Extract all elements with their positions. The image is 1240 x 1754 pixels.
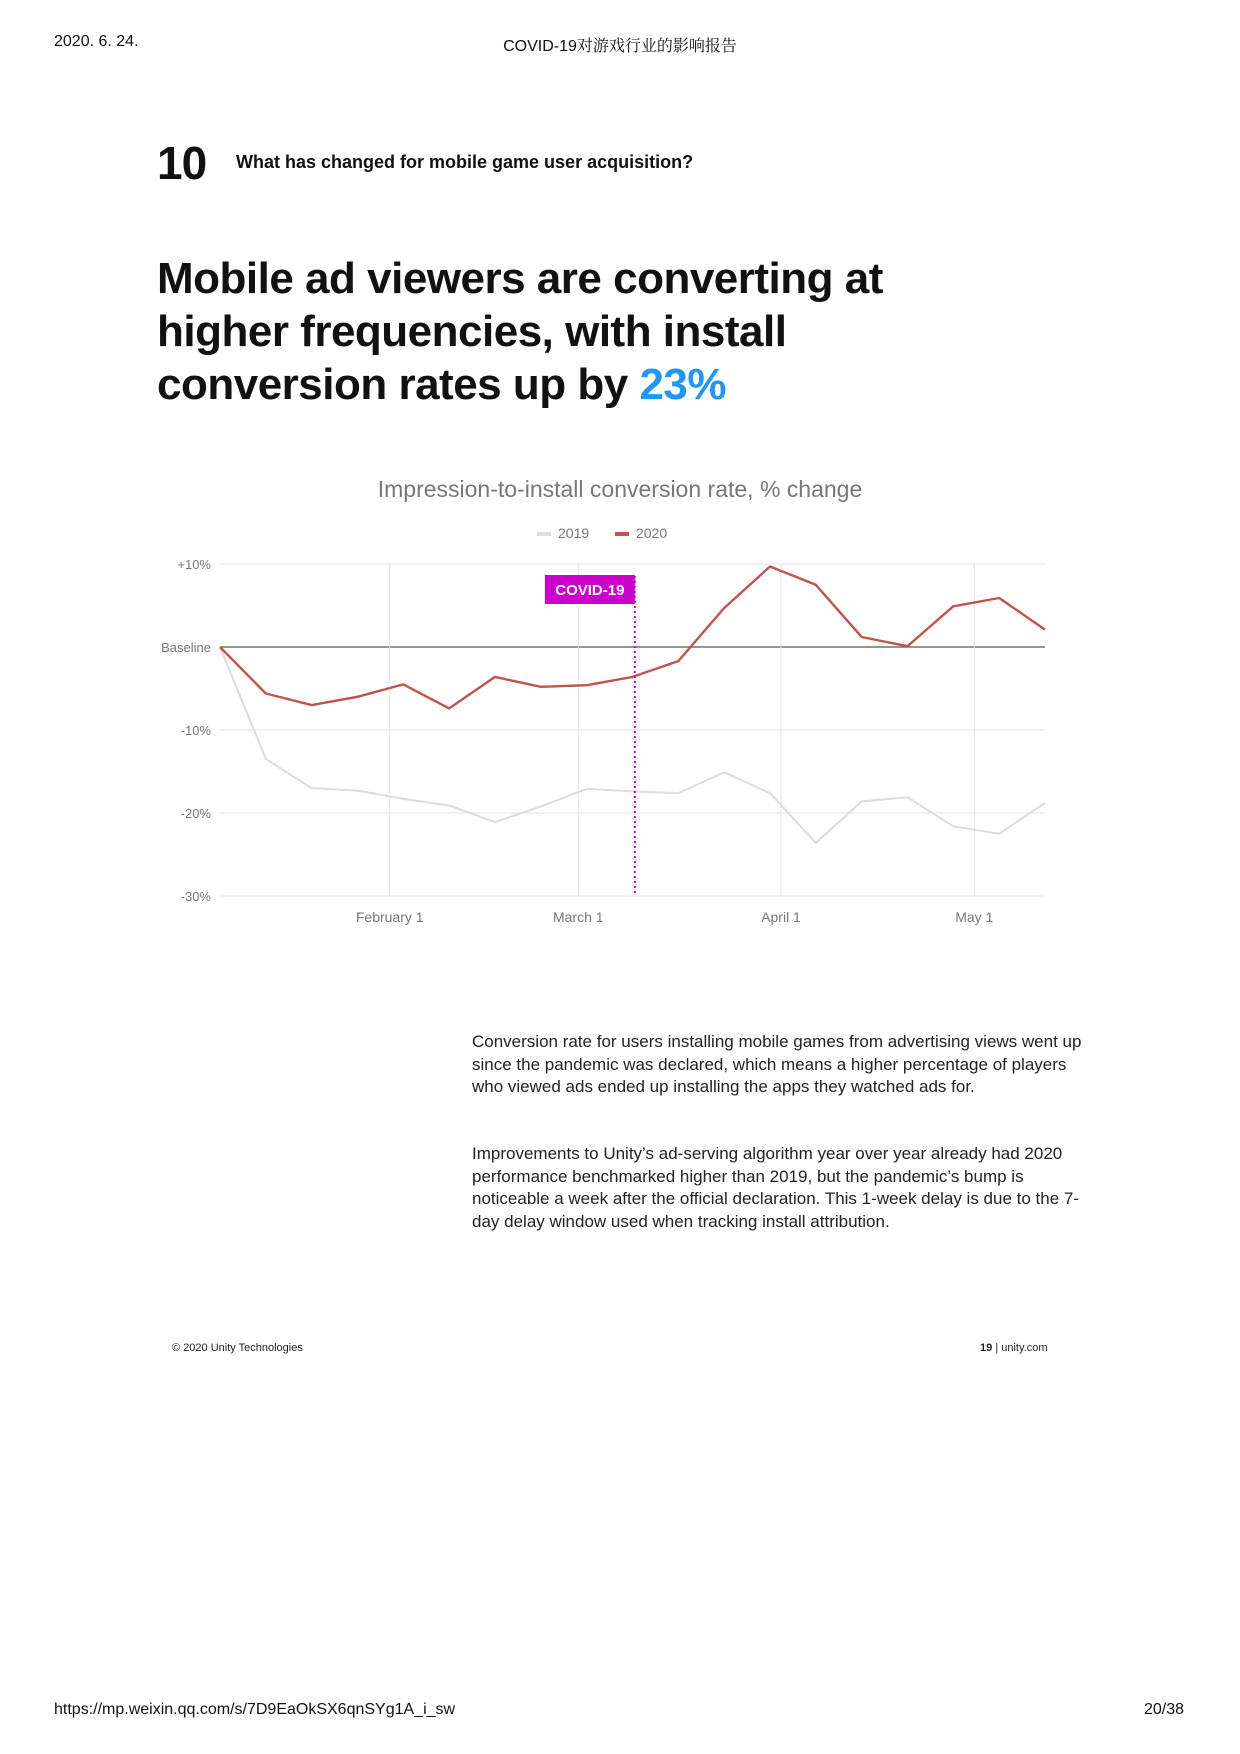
chart-annotation xyxy=(545,575,635,896)
footer-page-info xyxy=(980,1342,1047,1354)
footer-copyright: © 2020 Unity Technologies xyxy=(172,1342,303,1354)
x-tick-label: February 1 xyxy=(355,909,424,925)
headline-highlight: 23% xyxy=(639,360,727,409)
chart-axis-labels xyxy=(161,557,993,925)
print-date: 2020. 6. 24. xyxy=(54,33,139,50)
y-tick-label: Baseline xyxy=(161,640,211,655)
document-title: COVID-19对游戏行业的影响报告 xyxy=(503,38,737,55)
footer-site: | unity.com xyxy=(995,1342,1048,1354)
chart-series xyxy=(220,567,1045,843)
chart-title: Impression-to-install conversion rate, % change xyxy=(377,476,863,502)
x-tick-label: May 1 xyxy=(955,909,994,925)
chart-grid xyxy=(220,564,1045,896)
y-tick-label: -20% xyxy=(180,806,211,821)
y-tick-label: +10% xyxy=(177,557,211,572)
body-paragraph-1: Conversion rate for users installing mobile games from advertising views went up since the pandemic was declared, which means a higher percentage of players who viewed ads ended up installing the apps they watched ads for. xyxy=(472,1032,1082,1096)
legend-label-2019: 2019 xyxy=(558,525,590,541)
page-indicator: 20/38 xyxy=(1144,1701,1185,1718)
page-url[interactable]: https://mp.weixin.qq.com/s/7D9EaOkSX6qnSYg1A_i_sw xyxy=(54,1701,456,1718)
legend-swatch-2020 xyxy=(615,532,629,536)
legend-swatch-2019 xyxy=(537,532,551,536)
covid-label: COVID-19 xyxy=(555,582,625,599)
headline xyxy=(157,252,977,411)
headline-main: Mobile ad viewers are converting at higher frequencies, with install conversion rates up by xyxy=(157,254,883,409)
section-question: What has changed for mobile game user acquisition? xyxy=(236,152,694,172)
section-number: 10 xyxy=(157,137,207,189)
footer-page-number: 19 xyxy=(980,1342,993,1354)
y-tick-label: -30% xyxy=(180,889,211,904)
y-tick-label: -10% xyxy=(180,723,211,738)
x-tick-label: March 1 xyxy=(552,909,604,925)
x-tick-label: April 1 xyxy=(761,909,801,925)
chart-legend xyxy=(537,525,667,541)
conversion-rate-chart xyxy=(0,460,1240,940)
body-paragraph-2: Improvements to Unity’s ad-serving algorithm year over year already had 2020 performance benchmarked higher than 2019, but the pandemic’s bump is noticeable a week after the official declaration. This 1-week delay is due to the 7-day delay window used when tracking install attribution. xyxy=(472,1144,1080,1231)
legend-label-2020: 2020 xyxy=(636,525,668,541)
